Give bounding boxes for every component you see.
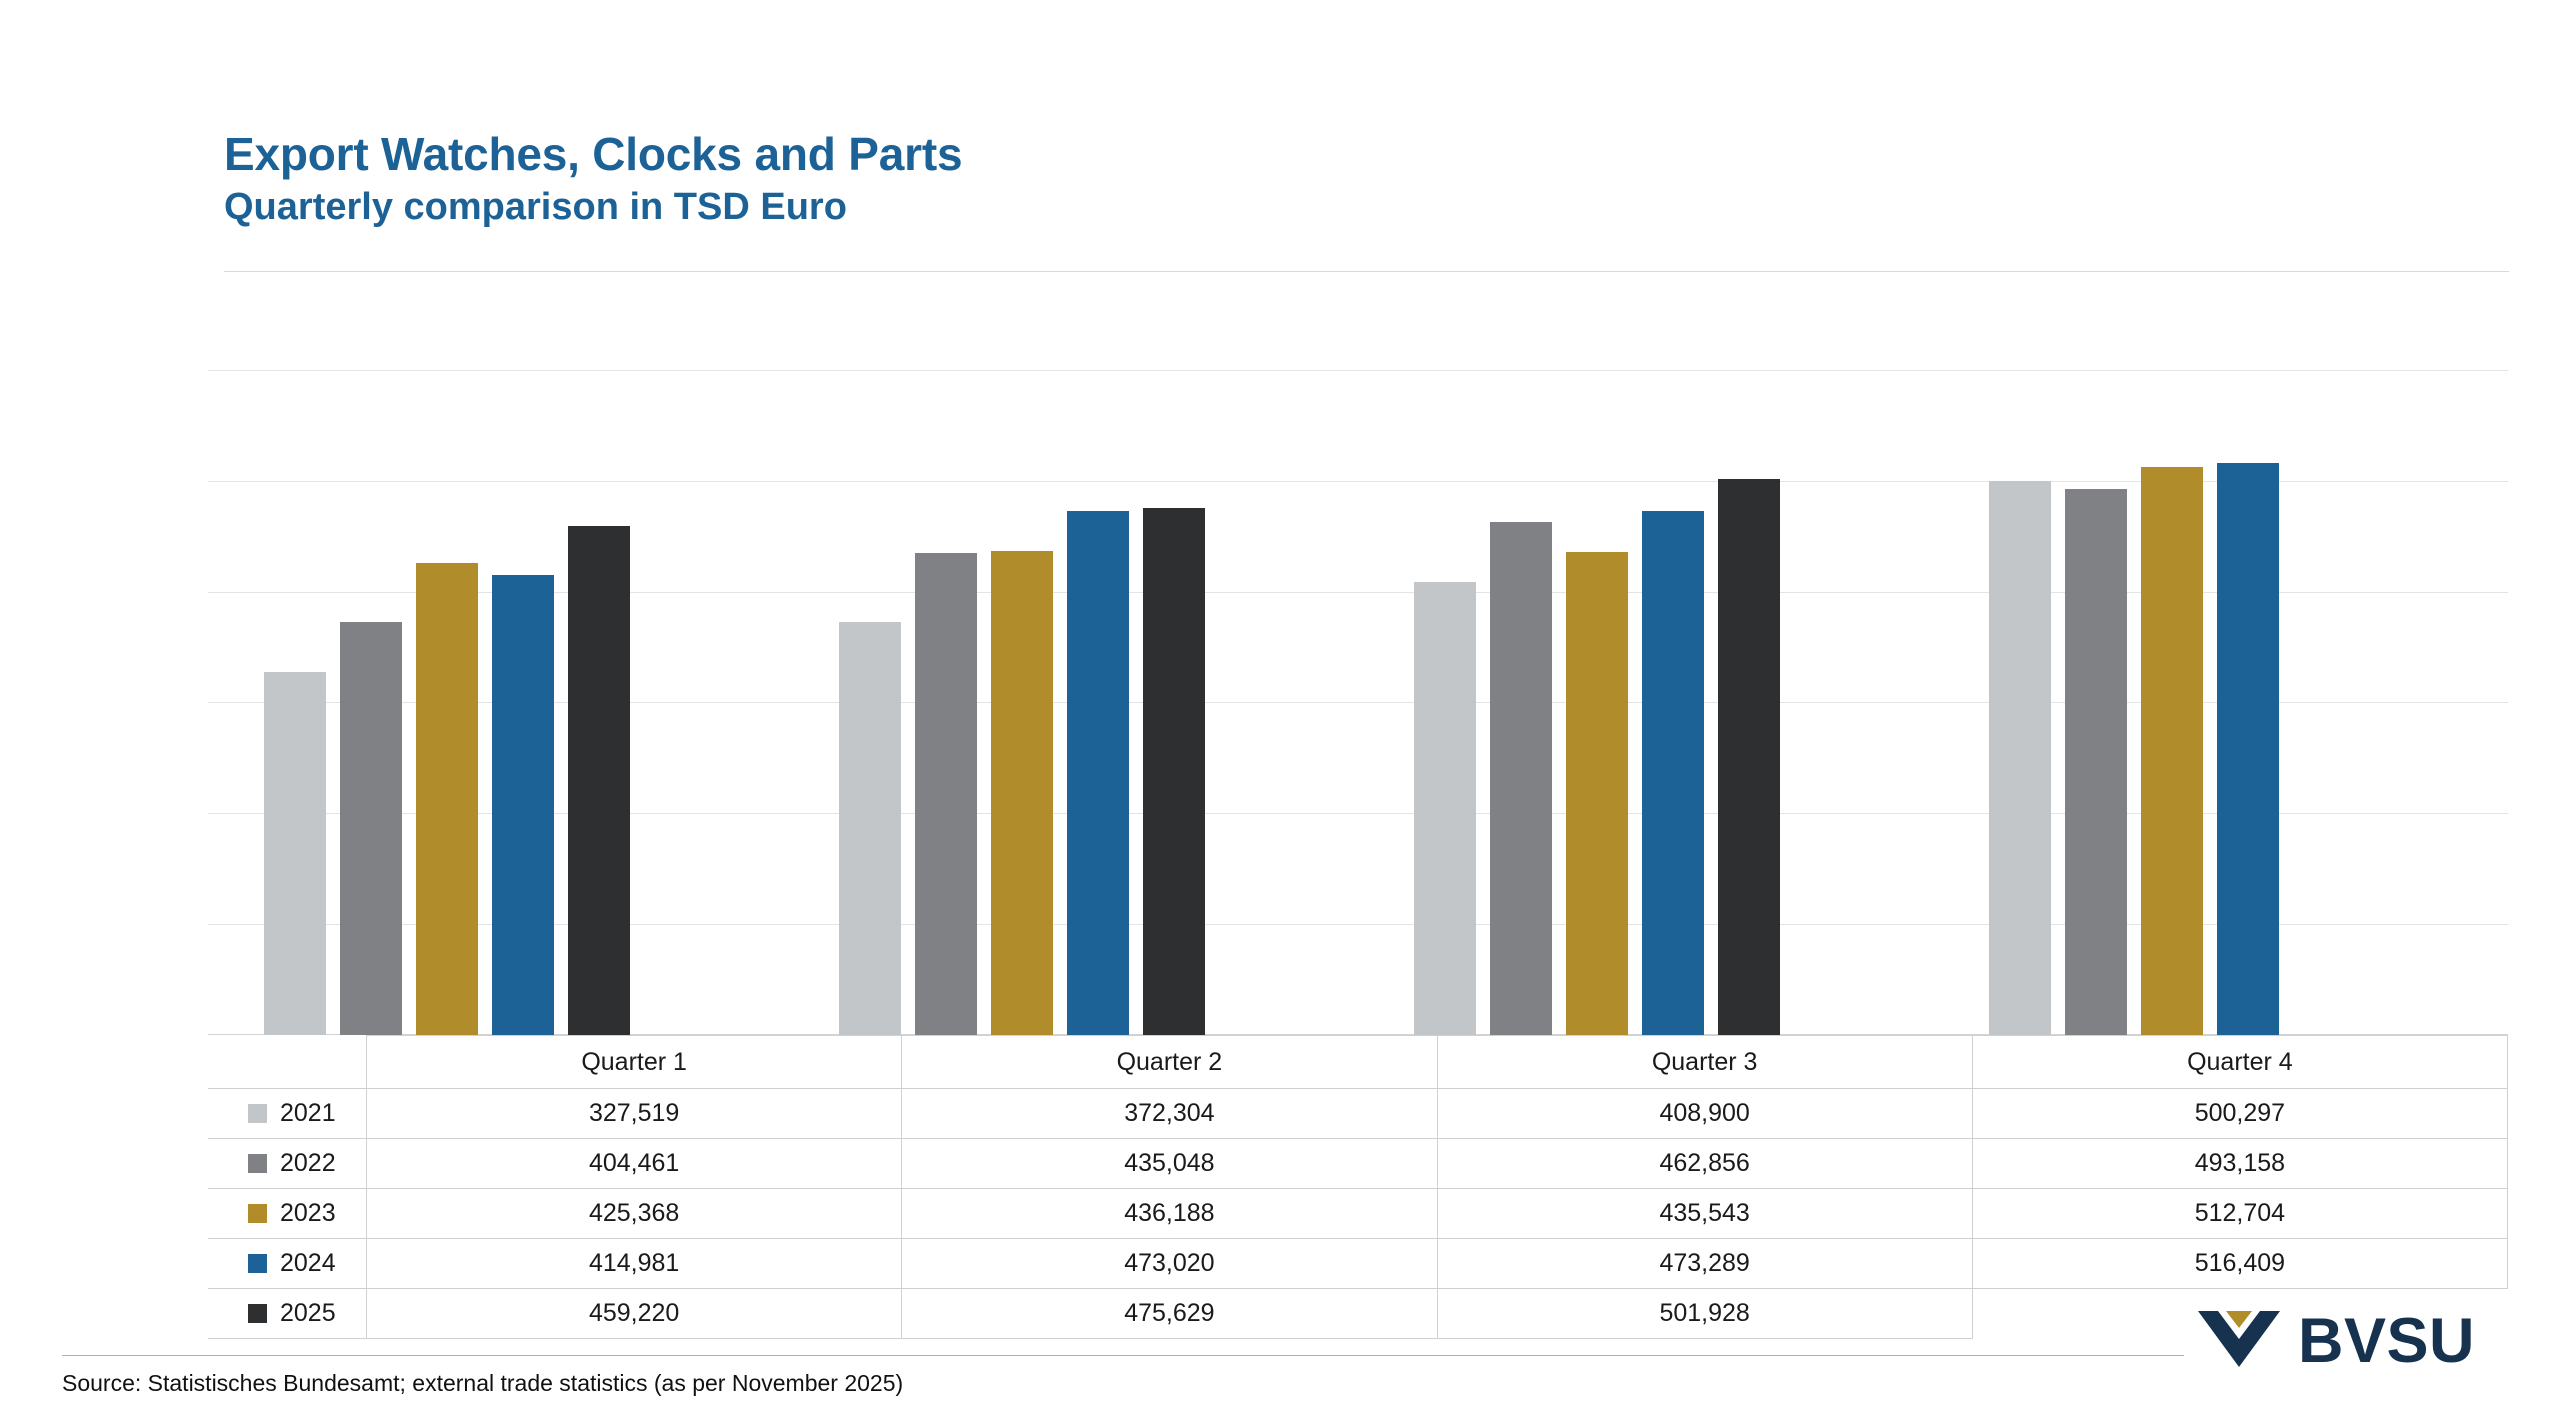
cell-2024-q4: 516,409 bbox=[1972, 1239, 2507, 1289]
cell-2025-q2: 475,629 bbox=[902, 1289, 1437, 1339]
bar-group-quarter-1 bbox=[208, 370, 783, 1035]
data-table bbox=[208, 1035, 2508, 1339]
legend-item-2024 bbox=[208, 1239, 367, 1289]
table-row bbox=[208, 1189, 2508, 1239]
bvsu-logo bbox=[2196, 1305, 2475, 1377]
page-subtitle: Quarterly comparison in TSD Euro bbox=[224, 185, 847, 228]
cell-2022-q1: 404,461 bbox=[367, 1139, 902, 1189]
bar-2022-q4 bbox=[2065, 489, 2127, 1035]
legend-swatch-icon bbox=[248, 1304, 267, 1323]
cell-2023-q3: 435,543 bbox=[1437, 1189, 1972, 1239]
cell-2022-q4: 493,158 bbox=[1972, 1139, 2507, 1189]
legend-label: 2021 bbox=[280, 1099, 336, 1127]
column-header-quarter-2: Quarter 2 bbox=[902, 1036, 1437, 1089]
legend-item-2021 bbox=[208, 1089, 367, 1139]
bar-2024-q2 bbox=[1067, 511, 1129, 1035]
table-row bbox=[208, 1289, 2508, 1339]
bar-2021-q4 bbox=[1989, 481, 2051, 1035]
cell-2024-q2: 473,020 bbox=[902, 1239, 1437, 1289]
cell-2021-q3: 408,900 bbox=[1437, 1089, 1972, 1139]
cell-2024-q1: 414,981 bbox=[367, 1239, 902, 1289]
legend-item-2023 bbox=[208, 1189, 367, 1239]
bar-2022-q2 bbox=[915, 553, 977, 1035]
legend-swatch-icon bbox=[248, 1104, 267, 1123]
bar-2022-q1 bbox=[340, 622, 402, 1035]
cell-2025-q1: 459,220 bbox=[367, 1289, 902, 1339]
bar-group-quarter-4 bbox=[1933, 370, 2508, 1035]
table-row bbox=[208, 1139, 2508, 1189]
table-row bbox=[208, 1089, 2508, 1139]
cell-2023-q4: 512,704 bbox=[1972, 1189, 2507, 1239]
bar-2023-q2 bbox=[991, 551, 1053, 1035]
legend-label: 2024 bbox=[280, 1249, 336, 1277]
legend-swatch-icon bbox=[248, 1154, 267, 1173]
table-corner-cell bbox=[208, 1036, 367, 1089]
cell-2023-q1: 425,368 bbox=[367, 1189, 902, 1239]
bar-2024-q1 bbox=[492, 575, 554, 1035]
bvsu-wordmark: BVSU bbox=[2297, 1305, 2475, 1376]
footer-divider bbox=[62, 1355, 2184, 1356]
title-block bbox=[224, 130, 962, 229]
legend-swatch-icon bbox=[248, 1204, 267, 1223]
bvsu-mark-icon bbox=[2196, 1305, 2282, 1377]
legend-label: 2025 bbox=[280, 1299, 336, 1327]
column-header-quarter-1: Quarter 1 bbox=[367, 1036, 902, 1089]
cell-2024-q3: 473,289 bbox=[1437, 1239, 1972, 1289]
bar-group-quarter-2 bbox=[783, 370, 1358, 1035]
chart-plot-area bbox=[208, 370, 2508, 1035]
bar-2021-q1 bbox=[264, 672, 326, 1035]
cell-2025-q3: 501,928 bbox=[1437, 1289, 1972, 1339]
bar-2022-q3 bbox=[1490, 522, 1552, 1035]
column-header-quarter-3: Quarter 3 bbox=[1437, 1036, 1972, 1089]
bar-groups bbox=[208, 370, 2508, 1035]
cell-2021-q1: 327,519 bbox=[367, 1089, 902, 1139]
legend-label: 2022 bbox=[280, 1149, 336, 1177]
legend-item-2025 bbox=[208, 1289, 367, 1339]
bar-2024-q4 bbox=[2217, 463, 2279, 1035]
legend-label: 2023 bbox=[280, 1199, 336, 1227]
column-header-quarter-4: Quarter 4 bbox=[1972, 1036, 2507, 1089]
bar-2025-q2 bbox=[1143, 508, 1205, 1035]
bar-2021-q3 bbox=[1414, 582, 1476, 1035]
bar-2024-q3 bbox=[1642, 511, 1704, 1035]
cell-2023-q2: 436,188 bbox=[902, 1189, 1437, 1239]
legend-swatch-icon bbox=[248, 1254, 267, 1273]
bar-2025-q1 bbox=[568, 526, 630, 1035]
bar-2023-q4 bbox=[2141, 467, 2203, 1035]
table-row bbox=[208, 1239, 2508, 1289]
bar-2023-q1 bbox=[416, 563, 478, 1035]
cell-2022-q2: 435,048 bbox=[902, 1139, 1437, 1189]
cell-2021-q4: 500,297 bbox=[1972, 1089, 2507, 1139]
bar-2023-q3 bbox=[1566, 552, 1628, 1035]
legend-item-2022 bbox=[208, 1139, 367, 1189]
table-header-row bbox=[208, 1036, 2508, 1089]
source-note: Source: Statistisches Bundesamt; external trade statistics (as per November 2025) bbox=[62, 1370, 904, 1396]
bar-group-quarter-3 bbox=[1358, 370, 1933, 1035]
page-title: Export Watches, Clocks and Parts bbox=[224, 128, 963, 180]
title-divider bbox=[224, 271, 2509, 272]
bar-2025-q3 bbox=[1718, 479, 1780, 1035]
bar-2021-q2 bbox=[839, 622, 901, 1035]
cell-2021-q2: 372,304 bbox=[902, 1089, 1437, 1139]
cell-2022-q3: 462,856 bbox=[1437, 1139, 1972, 1189]
